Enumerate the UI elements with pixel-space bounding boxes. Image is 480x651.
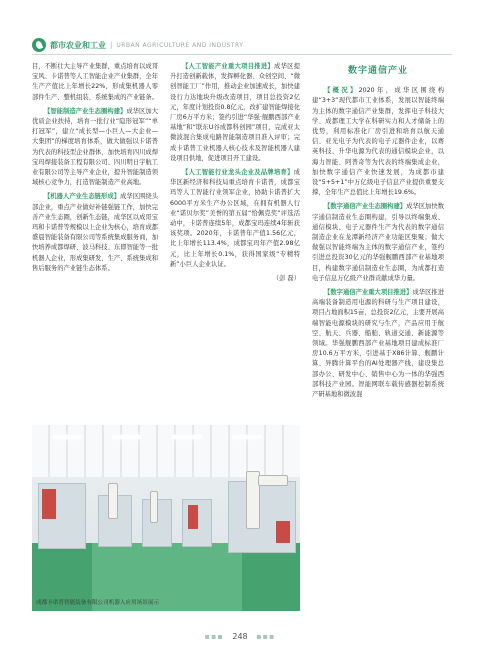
robot-arm <box>258 475 288 486</box>
section-title: 数字通信产业 <box>347 66 408 76</box>
header-title-en: URBAN AGRICULTURE AND INDUSTRY <box>116 41 244 49</box>
ceiling-light <box>232 435 262 439</box>
paragraph <box>312 202 444 284</box>
control-panel <box>276 521 290 543</box>
footer-dots-left: ▪▪▪ <box>204 632 224 641</box>
robot-arm <box>150 491 158 523</box>
page-footer <box>0 632 480 641</box>
paragraph-text: 成华区新经济和科技局重点培育卡诺普，成都宝玛等人工智能行业领军企业，协助卡诺普扩大6000平方米生产办公区域，在拥有机器人行业“诺贝尔奖”美誉的第五届“恰佩克奖”评选活动中，卡诺普连续5年，成都宝玛连续4年斩获该奖项。2020年，卡诺普年产值1.56亿元，比上年增长113.4%，成都宝玛年产值2.98亿元，比上年增长0.1%，获得国家级“专精特新”小巨人企业认证。 <box>170 169 300 268</box>
text-column-3 <box>312 62 444 404</box>
photo-ceiling <box>32 425 300 477</box>
robot-arm <box>108 483 118 519</box>
factory-robot-photo <box>32 425 300 611</box>
section-tag: 【智能制造产业生态圈构建】 <box>44 107 127 115</box>
ceiling-light <box>112 435 142 439</box>
author-signature: （彭 磊） <box>272 275 300 283</box>
paragraph <box>312 86 444 198</box>
section-tag: 【人工智能行业龙头企业及品牌培育】 <box>182 169 294 177</box>
paragraph-text: 成华区围绕头部企业，重点产业做好补链强链工作，加快完善产业生态圈，创新生态链，成华区以成哥宝玛和卡诺普等规模以上企业为核心，培育成都盛晨智能装备有限公司等系统集成服务商，加快培养成都焊研、波马科技、东即智能等一批机器人企业，形成集研发、生产、系统集成和售后服务的产业链生态体系。 <box>32 193 159 272</box>
paragraph-text: 成华区加快数字通信制造业生态圈构建，引导以终端集成、通信模块、电子元器件生产为代表的数字通信制造企业在龙潭新经济产业功能区集聚；做大做强以智能终端为主体的数字通信产业，签约引进总投资30亿元的华强舰鹏西部产业基地项目，构建数字通信制造业生态圈，为成都打造电子信息万亿级产业群贡献成华力量。 <box>312 203 445 282</box>
footer-dots-right: ▪▪▪ <box>256 632 276 641</box>
paragraph-text: 成华区加大优质企业扶持，培育一批行业“隐形冠军”“单打冠军”，建立“成长型—小巨人—大企业—大集团”的梯度培育体系，做大做强以卡诺普为代表的科技型企业群体，加快培育四川成焊宝玛焊接装备工程有限公司、四川明日宇航工业有限公司等主导产业企业，提升智能制造领域核心竞争力，打造智能制造产业高地。 <box>32 107 159 187</box>
section-tag: 【机器人产业生态链形成】 <box>44 193 121 201</box>
page-number: 248 <box>232 632 248 641</box>
paragraph <box>170 62 300 164</box>
header-title-cn: 都市农业和工业 <box>50 40 106 50</box>
header-separator: | <box>110 41 113 49</box>
control-panel <box>188 505 198 529</box>
page-header <box>32 36 452 55</box>
section-tag: 【人工智能产业重大项目推进】 <box>182 63 274 70</box>
paragraph <box>32 107 158 189</box>
ceiling-light <box>172 435 202 439</box>
paragraph-text: 2020年，成华区围绕构建“3+3”现代都市工业体系，发展以智能终端为主体的数字通信产业集群，发挥电子科技大学、成都理工大学在科研实力和人才储备上的优势，利用标准化厂房引进和培育以航天通信、亚光电子为代表的电子元器件企业，以赛英科技、升华电源为代表的通信模块企业，以海力智能、阿普奇等为代表的终端集成企业，加快数字通信产业快速发展，为成都市建设“5+5+1”中万亿级电子信息产业提供重要支撑，全年生产总值比上年增长19.6%。 <box>312 87 444 197</box>
paragraph-text: 成华区推进高端装备制造用电源的科研与生产项目建设，项目占地面积15亩，总投资2亿元，主要开展高端智能电源模块的研究与生产，产品应用于航空、航天、兵器、船舶、轨道交通、新能源等领域。华强舰鹏西部产业基地项目建成标准厂房10.6万平方米，引进基于X86计算、舰鹏计算、异腾计算平台的AI处理器产线，建设集总部办公、研发中心、销售中心为一体的华强西部科技产业园。智能网联车载传感器控制系统产研基地和微波混 <box>312 289 445 399</box>
paragraph <box>312 288 444 400</box>
paragraph: 目，不断壮大主导产业集群，重点培育以成哥宝风、卡诺普等人工智能企业产业集群，全年生产产值比上年增长22%，形成集机器人零部件生产、整机组装、系统集成的产业链条。 <box>32 63 158 101</box>
paragraph <box>32 192 158 274</box>
leaf-logo-icon <box>32 38 46 52</box>
control-panel <box>42 489 56 519</box>
paragraph <box>170 168 300 270</box>
section-tag: 【数字通信产业重大项目推进】 <box>324 289 413 297</box>
section-tag: 【概况】 <box>324 87 359 95</box>
ceiling-light <box>52 435 82 439</box>
text-column-1 <box>32 62 158 278</box>
photo-caption: 成都卡诺普智能装备有限公司机器人应用场景展示 <box>36 600 160 606</box>
paragraph-text: 成华区提升打造创新载体，发挥孵化器、众创空间、“微创智能工厂”作用，推动企业加速成长，加快建设行力达地块升级改造项目，项目总投资2亿元，年度计划投资0.8亿元，改扩建智能焊接化厂房6万平方米；签约引进“华强·舰鹏西部产业基地”和“联东U谷成都科创园”项目，完成亚太微波混合集成电路智能制造项目准入评审；完成卡诺普工业机器人核心技术及智能机器人建设项目供地，促进项目开工建设。 <box>170 63 301 162</box>
text-column-2 <box>170 62 300 288</box>
section-tag: 【数字通信产业生态圈构建】 <box>324 203 407 211</box>
